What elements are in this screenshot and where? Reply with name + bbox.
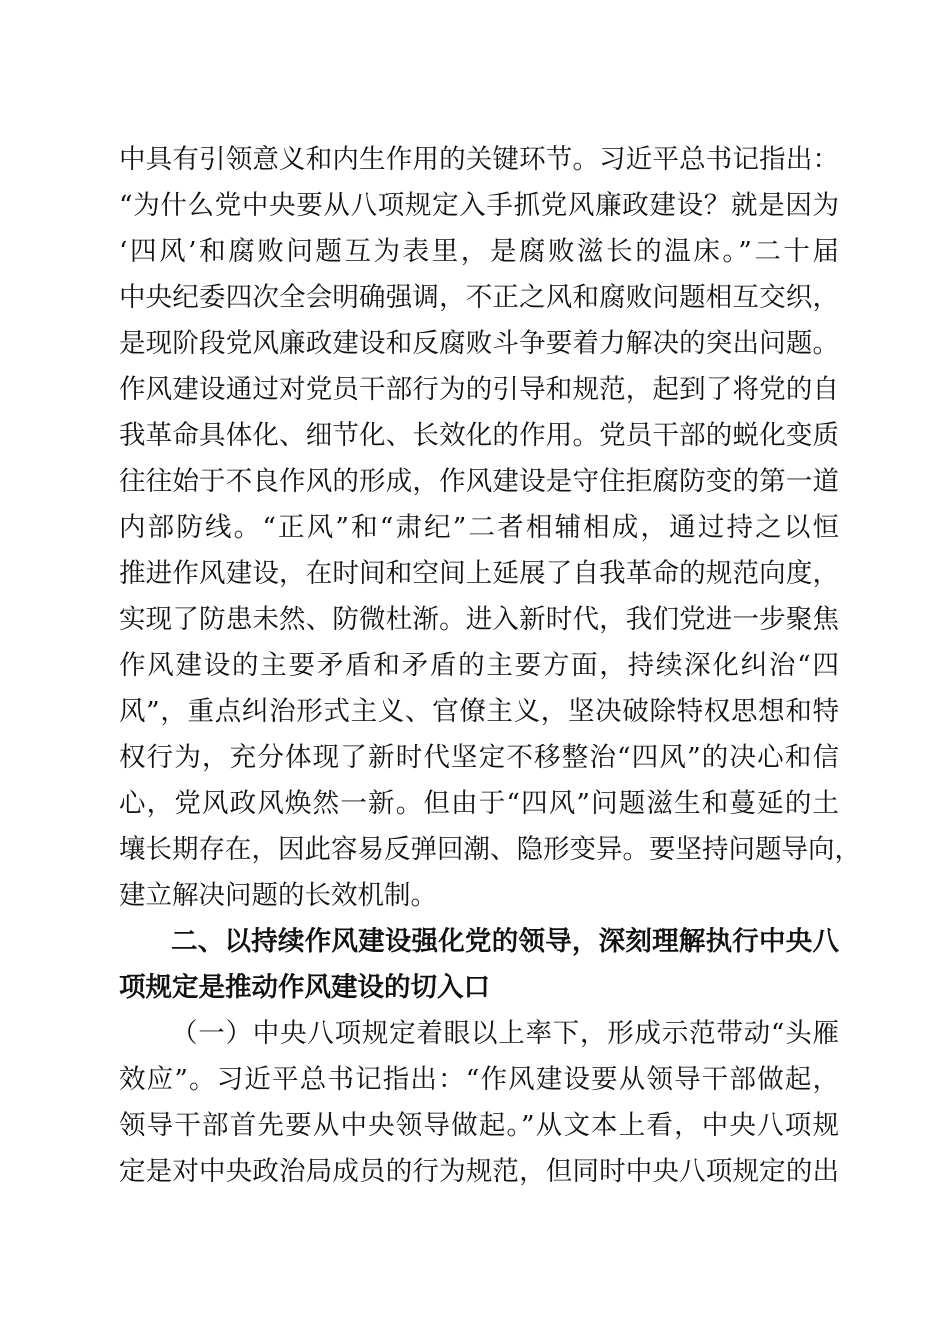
text-line: 作风建设通过对党员干部行为的引导和规范，起到了将党的自 xyxy=(119,374,839,405)
section-heading: 二、以持续作风建设强化党的领导，深刻理解执行中央八 xyxy=(171,926,839,957)
text-line: 权行为，充分体现了新时代坚定不移整治“四风”的决心和信 xyxy=(119,742,839,773)
text-line: 定是对中央政治局成员的行为规范，但同时中央八项规定的出 xyxy=(119,1156,839,1187)
text-line: 心，党风政风焕然一新。但由于“四风”问题滋生和蔓延的土 xyxy=(119,788,839,819)
text-line: 建立解决问题的长效机制。 xyxy=(119,880,437,911)
section-heading: 项规定是推动作风建设的切入口 xyxy=(119,972,490,1003)
text-line: 作风建设的主要矛盾和矛盾的主要方面，持续深化纠治“四 xyxy=(119,650,839,681)
text-line: 内部防线。“正风”和“肃纪”二者相辅相成，通过持之以恒 xyxy=(119,512,839,543)
text-line: 壤长期存在，因此容易反弹回潮、隐形变异。要坚持问题导向， xyxy=(119,834,861,865)
text-line: 我革命具体化、细节化、长效化的作用。党员干部的蜕化变质 xyxy=(119,420,839,451)
text-line: 领导干部首先要从中央领导做起。”从文本上看，中央八项规 xyxy=(119,1110,839,1141)
text-line: 中央纪委四次全会明确强调，不正之风和腐败问题相互交织， xyxy=(119,282,839,313)
text-line: 是现阶段党风廉政建设和反腐败斗争要着力解决的突出问题。 xyxy=(119,328,839,359)
text-line: 效应”。习近平总书记指出：“作风建设要从领导干部做起， xyxy=(119,1064,839,1095)
text-line: “为什么党中央要从八项规定入手抓党风廉政建设？就是因为 xyxy=(119,190,839,221)
text-line: 实现了防患未然、防微杜渐。进入新时代，我们党进一步聚焦 xyxy=(119,604,839,635)
text-line: 推进作风建设，在时间和空间上延展了自我革命的规范向度， xyxy=(119,558,839,589)
text-line: （一）中央八项规定着眼以上率下，形成示范带动“头雁 xyxy=(171,1018,839,1049)
text-line: ‘四风’和腐败问题互为表里，是腐败滋长的温床。”二十届 xyxy=(119,236,839,267)
text-line: 往往始于不良作风的形成，作风建设是守住拒腐防变的第一道 xyxy=(119,466,839,497)
text-line: 风”，重点纠治形式主义、官僚主义，坚决破除特权思想和特 xyxy=(119,696,839,727)
text-line: 中具有引领意义和内生作用的关键环节。习近平总书记指出： xyxy=(119,144,839,175)
